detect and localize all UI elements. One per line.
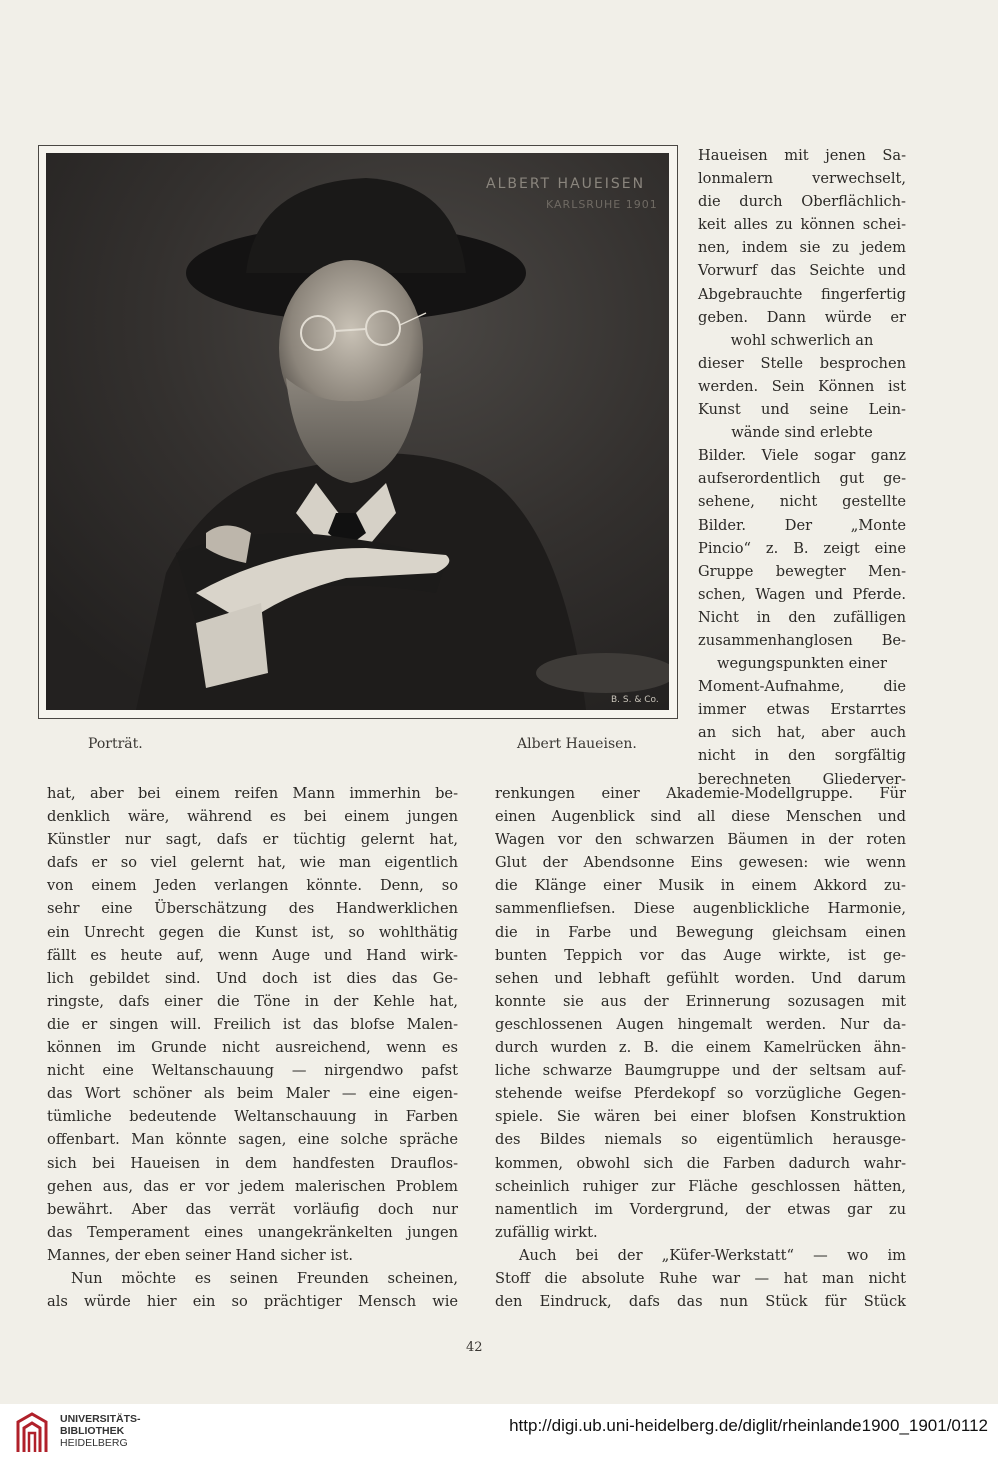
source-url-link[interactable]: http://digi.ub.uni-heidelberg.de/diglit/rheinlande1900_1901/0112 — [509, 1416, 988, 1435]
plate-signature-date: KARLSRUHE 1901 — [546, 198, 658, 211]
library-name-line: HEIDELBERG — [60, 1437, 128, 1449]
text-line: bewährt. Aber das verrät vorläufig doch nur — [47, 1200, 458, 1218]
text-line: gehen aus, das er vor jedem malerischen Problem — [47, 1177, 458, 1195]
text-line: schen, Wagen und Pferde. — [698, 585, 906, 603]
text-line: Vorwurf das Seichte und — [698, 262, 906, 280]
text-line: tümliche bedeutende Weltanschauung in Farben — [47, 1108, 458, 1126]
text-line: die Klänge einer Musik in einem Akkord zu- — [495, 877, 906, 895]
text-line: zufällig wirkt. — [495, 1223, 598, 1241]
text-line: Gruppe bewegter Men- — [698, 562, 906, 580]
text-line: kommen, obwohl sich die Farben dadurch wahr- — [495, 1154, 906, 1172]
text-line: Bilder. Viele sogar ganz — [698, 447, 906, 465]
text-line: Abgebrauchte fingerfertig — [698, 285, 906, 303]
text-line: keit alles zu können schei- — [698, 216, 906, 234]
text-line: ringste, dafs einer die Töne in der Kehle hat, — [47, 992, 458, 1010]
caption-right: Albert Haueisen. — [517, 736, 637, 752]
text-line: wände sind erlebte — [731, 424, 873, 442]
text-line: des Bildes niemals so eigentümlich herausge- — [495, 1131, 906, 1149]
text-line: sehr eine Überschätzung des Handwerklichen — [47, 900, 458, 918]
text-line: geschlossenen Augen hingemalt werden. Nur da- — [495, 1015, 906, 1033]
text-line: das Wort schöner als beim Maler — eine eigen- — [47, 1085, 458, 1103]
text-line: bunten Teppich vor das Auge wirkte, ist ge- — [495, 946, 906, 964]
text-line: als würde hier ein so prächtiger Mensch wie — [47, 1293, 458, 1311]
portrait-photograph — [46, 153, 669, 710]
text-line: Mannes, der eben seiner Hand sicher ist. — [47, 1246, 353, 1264]
text-line: sehen und lebhaft gefühlt worden. Und darum — [495, 969, 906, 987]
text-line: namentlich im Vordergrund, der etwas gar zu — [495, 1200, 906, 1218]
text-line: Pincio“ z. B. zeigt eine — [698, 539, 906, 557]
text-line: lich gebildet sind. Und doch ist dies das Ge- — [47, 969, 458, 987]
text-line: von einem Jeden verlangen könnte. Denn, so — [47, 877, 458, 895]
text-line: sich bei Haueisen in dem handfesten Drauflos- — [47, 1154, 458, 1172]
text-line: nicht eine Weltanschauung — nirgendwo pafst — [47, 1062, 458, 1080]
text-line: die durch Oberflächlich- — [698, 193, 906, 211]
text-line: Bilder. Der „Monte — [698, 516, 906, 534]
text-line: hat, aber bei einem reifen Mann immerhin be- — [47, 785, 458, 802]
text-line: können im Grunde nicht ausreichend, wenn es — [47, 1039, 458, 1057]
text-line: Kunst und seine Lein- — [698, 401, 906, 419]
library-name — [60, 1413, 141, 1449]
digitization-footer — [0, 1404, 998, 1462]
text-line: scheinlich ruhiger zur Fläche geschlossen hätten, — [495, 1177, 906, 1195]
text-line: Nicht in den zufälligen — [698, 608, 906, 626]
text-line: dafs er so viel gelernt hat, wie man eigentlich — [47, 854, 458, 872]
text-line: das Temperament eines unangekränkelten jungen — [47, 1223, 458, 1241]
text-line: nicht in den sorgfältig — [698, 747, 906, 765]
text-line: liche schwarze Baumgruppe und der seltsam auf- — [495, 1062, 906, 1080]
text-line: die in Farbe und Bewegung gleichsam einen — [495, 923, 906, 941]
text-line: Künstler nur sagt, dafs er tüchtig gelernt hat, — [47, 831, 458, 849]
text-line: konnte sie aus der Erinnerung sozusagen mit — [495, 992, 906, 1010]
text-column-right-bottom — [495, 782, 906, 1313]
text-line: sehene, nicht gestellte — [698, 493, 906, 511]
text-line: Auch bei der „Küfer-Werkstatt“ — wo im — [519, 1246, 906, 1264]
text-line: werden. Sein Können ist — [698, 377, 906, 395]
text-line: wohl schwerlich an — [730, 331, 874, 349]
text-line: immer etwas Erstarrtes — [698, 701, 906, 719]
heidelberg-library-logo-icon — [12, 1412, 52, 1454]
text-column-right-top — [698, 144, 906, 791]
printer-mark: B. S. & Co. — [611, 695, 659, 705]
text-line: wegungspunkten einer — [717, 655, 887, 673]
text-line: sammenfliefsen. Diese augenblickliche Harmonie, — [495, 900, 906, 918]
plate-signature: ALBERT HAUEISEN — [486, 176, 646, 192]
text-line: spiele. Sie wären bei einer blofsen Konstruktion — [495, 1108, 906, 1126]
text-line: an sich hat, aber auch — [698, 724, 906, 742]
library-name-line: UNIVERSITÄTS- — [60, 1413, 141, 1425]
text-line: fällt es heute auf, wenn Auge und Hand wirk- — [47, 946, 458, 964]
page-number: 42 — [466, 1340, 483, 1355]
text-line: dieser Stelle besprochen — [698, 354, 906, 372]
text-line: zusammenhanglosen Be- — [698, 631, 906, 649]
text-column-left — [47, 782, 458, 1313]
text-line: Stoff die absolute Ruhe war — hat man nicht — [495, 1269, 906, 1287]
text-line: einen Augenblick sind all diese Menschen und — [495, 808, 906, 826]
text-line: ein Unrecht gegen die Kunst ist, so wohlthätig — [47, 923, 458, 941]
text-line: lonmalern verwechselt, — [698, 170, 906, 188]
text-line: Glut der Abendsonne Eins gewesen: wie wenn — [495, 854, 906, 872]
text-line: offenbart. Man könnte sagen, eine solche spräche — [47, 1131, 458, 1149]
text-line: Wagen vor den schwarzen Bäumen in der roten — [495, 831, 906, 849]
text-line: durch wurden z. B. die einem Kamelrücken ähn- — [495, 1039, 906, 1057]
text-line: renkungen einer Akademie-Modellgruppe. Für — [495, 785, 906, 802]
portrait-plate — [38, 145, 678, 719]
text-line: geben. Dann würde er — [698, 308, 906, 326]
caption-left: Porträt. — [88, 736, 143, 752]
text-line: Moment-Aufnahme, die — [698, 678, 906, 696]
text-line: die er singen will. Freilich ist das blofse Malen- — [47, 1015, 458, 1033]
text-line: den Eindruck, dafs das nun Stück für Stück — [495, 1293, 906, 1311]
text-line: Nun möchte es seinen Freunden scheinen, — [71, 1269, 458, 1287]
text-line: denklich wäre, während es bei einem jungen — [47, 808, 458, 826]
text-line: berechneten Gliederver- — [698, 770, 906, 788]
text-line: Haueisen mit jenen Sa- — [698, 147, 906, 164]
text-line: stehende weifse Pferdekopf so vorzügliche Gegen- — [495, 1085, 906, 1103]
library-name-line: BIBLIOTHEK — [60, 1425, 125, 1437]
text-line: nen, indem sie zu jedem — [698, 239, 906, 257]
text-line: aufserordentlich gut ge- — [698, 470, 906, 488]
